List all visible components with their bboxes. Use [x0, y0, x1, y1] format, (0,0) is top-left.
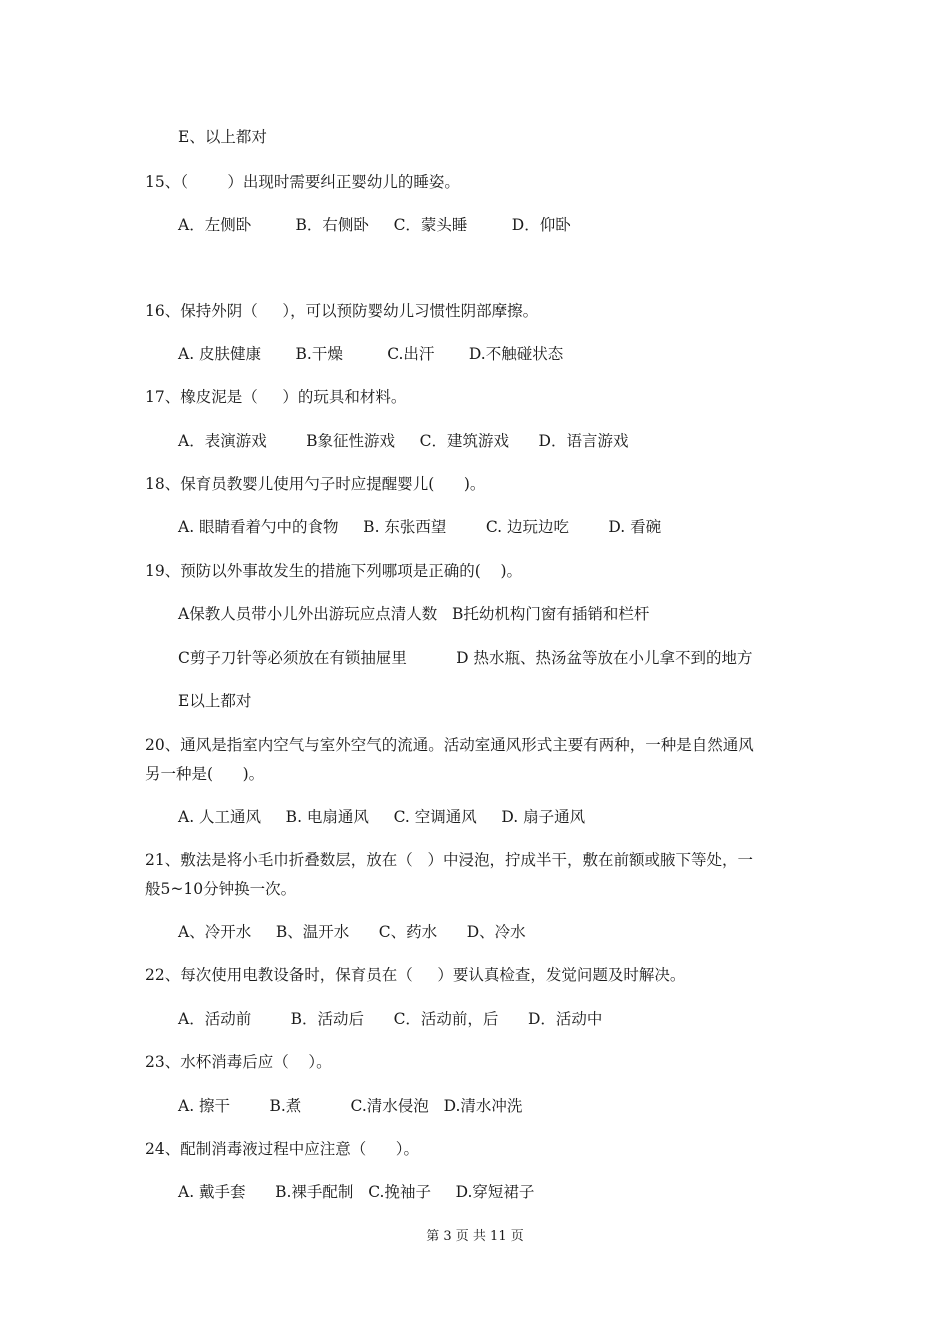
options-19-cd: C剪子刀针等必须放在有锁抽屉里 D 热水瓶、热汤盆等放在小儿拿不到的地方: [178, 649, 753, 667]
options-20: A. 人工通风 B. 电扇通风 C. 空调通风 D. 扇子通风: [178, 808, 586, 826]
question-21-cont: 般5~10分钟换一次。: [145, 880, 297, 898]
options-15: A．左侧卧 B．右侧卧 C．蒙头睡 D．仰卧: [178, 216, 571, 234]
question-24: 24、配制消毒液过程中应注意（ ）。: [145, 1140, 420, 1158]
question-16: 16、保持外阴（ ），可以预防婴幼儿习惯性阴部摩擦。: [145, 302, 539, 320]
question-21: 21、敷法是将小毛巾折叠数层，放在（ ）中浸泡，拧成半干，敷在前额或腋下等处，一: [145, 851, 754, 869]
options-19-ab: A保教人员带小儿外出游玩应点清人数 B托幼机构门窗有插销和栏杆: [178, 605, 650, 623]
options-18: A. 眼睛看着勺中的食物 B. 东张西望 C. 边玩边吃 D. 看碗: [178, 518, 662, 536]
question-18: 18、保育员教婴儿使用勺子时应提醒婴儿( )。: [145, 475, 486, 493]
options-24: A. 戴手套 B.裸手配制 C.挽袖子 D.穿短裙子: [178, 1183, 535, 1201]
options-19-e: E以上都对: [178, 692, 252, 710]
options-17: A．表演游戏 B象征性游戏 C．建筑游戏 D．语言游戏: [178, 432, 629, 450]
options-21: A、冷开水 B、温开水 C、药水 D、冷水: [178, 923, 526, 941]
options-23: A. 擦干 B.煮 C.清水侵泡 D.清水冲洗: [178, 1097, 523, 1115]
question-19: 19、预防以外事故发生的措施下列哪项是正确的( )。: [145, 562, 523, 580]
page-footer: 第 3 页 共 11 页: [426, 1229, 524, 1244]
option-line: E、以上都对: [178, 128, 267, 146]
question-20: 20、通风是指室内空气与室外空气的流通。活动室通风形式主要有两种，一种是自然通风: [145, 736, 754, 754]
question-20-cont: 另一种是( )。: [145, 765, 265, 783]
options-16: A. 皮肤健康 B.干燥 C.出汗 D.不触碰状态: [178, 345, 564, 363]
question-22: 22、每次使用电教设备时，保育员在（ ）要认真检查，发觉问题及时解决。: [145, 966, 686, 984]
question-15: 15、（ ）出现时需要纠正婴幼儿的睡姿。: [145, 173, 460, 191]
question-23: 23、水杯消毒后应（ ）。: [145, 1053, 332, 1071]
options-22: A．活动前 B．活动后 C．活动前，后 D．活动中: [178, 1010, 603, 1028]
question-17: 17、橡皮泥是（ ）的玩具和材料。: [145, 388, 407, 406]
